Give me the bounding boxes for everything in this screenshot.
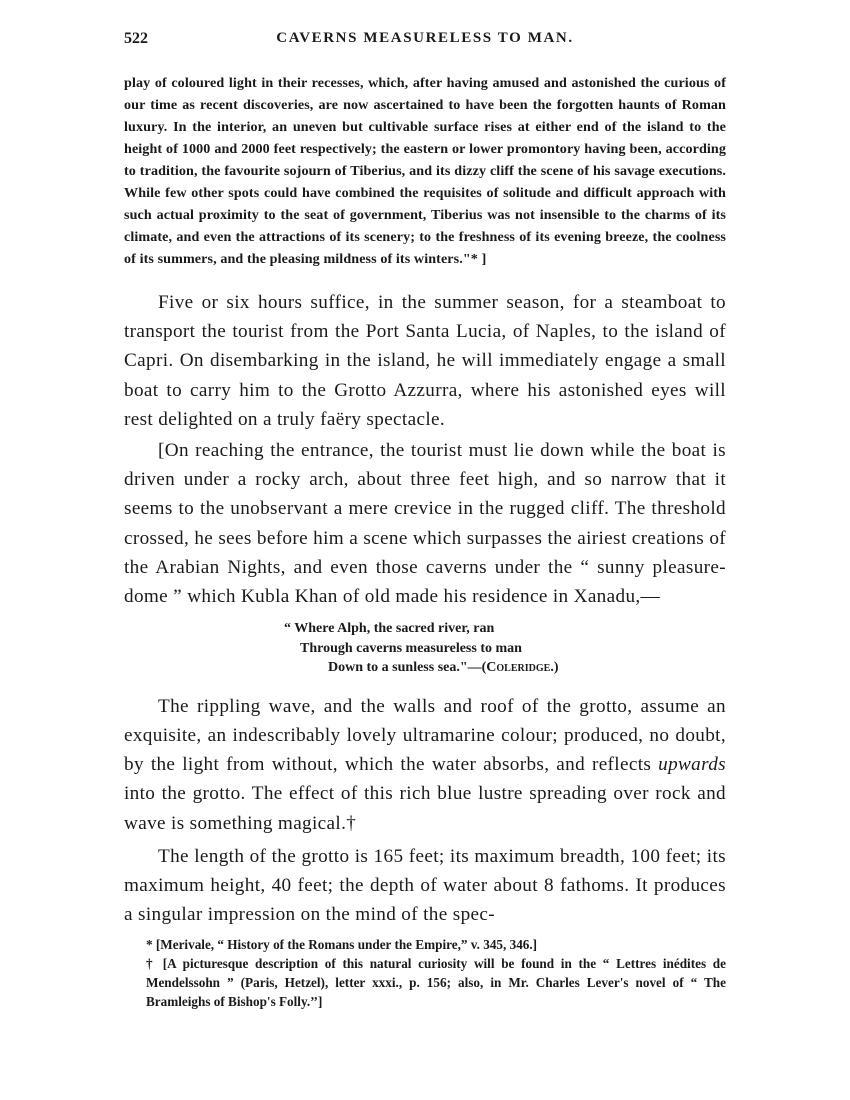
book-page [124, 22, 726, 1011]
page-number: 522 [124, 30, 148, 47]
paragraph-dimensions: The length of the grotto is 165 feet; its maximum breadth, 100 feet; its maximum height, 40 feet; the depth of water about 8 fathoms. It produces a singular impression on the mind of the spec- [124, 845, 726, 926]
paragraph-steamboat: Five or six hours suffice, in the summer season, for a steamboat to transport the tourist from the Port Santa Lucia, of Naples, to the island of Capri. On disembarking in the island, he will immediately engage a small boat to carry him to the Grotto Azzurra, where his astonished eyes will rest delighted on a truly faëry spectacle. [124, 292, 726, 430]
verse-attribution: Coleridge [486, 660, 551, 676]
verse-line-3 [284, 658, 726, 678]
paragraph-colour-a: The rippling wave, and the walls and roof of the grotto, assume an exquisite, an indescribably lovely ultramarine colour; produced, no doubt, by the light from without, which the water absorbs, and reflects [124, 695, 726, 776]
footnotes [124, 935, 726, 1011]
verse-line-1: “ Where Alph, the sacred river, ran [284, 621, 495, 637]
running-title: CAVERNS MEASURELESS TO MAN. [276, 30, 574, 46]
footnote-1: * [Merivale, “ History of the Romans under the Empire,” v. 345, 346.] [146, 937, 538, 953]
verse-quotation [284, 619, 726, 678]
quoted-passage: play of coloured light in their recesses, which, after having amused and astonished the curious of our time as recent discoveries, are now ascertained to have been the forgotten haunts of Roman luxury. In the interior, an uneven but cultivable surface rises at either end of the island to the height of 1000 and 2000 feet respectively; the eastern or lower promontory having been, according to tradition, the favourite sojourn of Tiberius, and its dizzy cliff the scene of his savage executions. While few other spots could have combined the requisites of solitude and difficult approach with such actual proximity to the seat of government, Tiberius was not insensible to the charms of its climate, and even the attractions of its scenery; to the freshness of its evening breeze, the coolness of its summers, and the pleasing mildness of its winters."* ] [124, 75, 726, 267]
paragraph-colour [124, 692, 726, 838]
emphasis-upwards: upwards [658, 754, 726, 776]
verse-line-2: Through caverns measureless to man [300, 640, 522, 656]
paragraph-entrance: [On reaching the entrance, the tourist must lie down while the boat is driven under a rocky arch, about three feet high, and so narrow that it seems to the unobservant a mere crevice in the rugged cliff. The threshold crossed, he sees before him a scene which surpasses the airiest creations of the Arabian Nights, and even those caverns under the “ sunny pleasure-dome ” which Kubla Khan of old made his residence in Xanadu,— [124, 440, 726, 608]
footnote-2: † [A picturesque description of this natural curiosity will be found in the “ Lettres inédites de Mendelssohn ” (Paris, Hetzel), letter xxxi., p. 156; also, in Mr. Charles Lever's novel of “ The Bramleighs of Bishop's Folly.’’] [146, 956, 726, 1010]
paragraph-colour-b: into the grotto. The effect of this rich blue lustre spreading over rock and wave is something magical.† [124, 783, 726, 834]
verse-line-3-text: Down to a sunless sea."—( [328, 660, 487, 676]
verse-line-3-end: .) [550, 660, 559, 676]
running-header [124, 22, 726, 52]
